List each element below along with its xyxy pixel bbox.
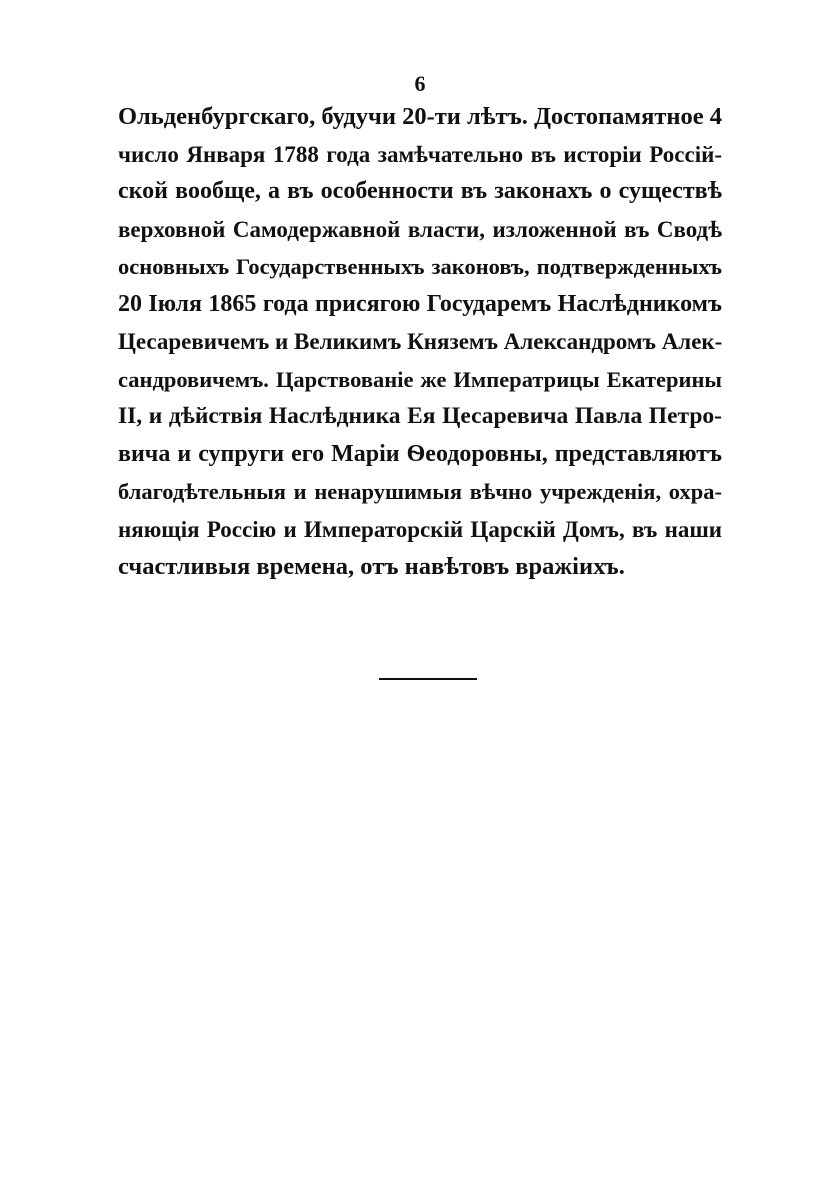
page-number: 6 [414, 71, 426, 96]
text-line: сандровичемъ. Царствованіе же Императрицы Екатерины [118, 366, 722, 392]
text-line: ской вообще, а въ особенности въ законахъ о существѣ [118, 178, 722, 204]
text-line: 20 Іюля 1865 года присягою Государемъ Наслѣдникомъ [118, 290, 722, 317]
text-line: вича и супруги его Маріи Ѳеодоровны, представляютъ [118, 440, 722, 467]
body-paragraph [118, 98, 722, 586]
text-line: верховной Самодержавной власти, изложенной въ Сводѣ [118, 216, 722, 242]
text-line: II, и дѣйствія Наслѣдника Ея Цесаревича Павла Петро- [118, 403, 722, 429]
text-line: няющія Россію и Императорскій Царскій Домъ, въ наши [118, 516, 722, 542]
text-line: Цесаревичемъ и Великимъ Княземъ Александромъ Алек- [118, 329, 722, 354]
text-line: счастливыя времена, отъ навѣтовъ вражіихъ. [118, 553, 625, 580]
text-line: число Января 1788 года замѣчательно въ исторіи Россій- [118, 141, 722, 167]
text-line: благодѣтельныя и ненарушимыя вѣчно учрежденія, охра- [118, 479, 722, 504]
text-line: Ольденбургскаго, будучи 20-ти лѣтъ. Достопамятное 4 [118, 103, 722, 130]
section-divider [379, 678, 477, 680]
text-line: основныхъ Государственныхъ законовъ, подтвержденныхъ [118, 254, 722, 279]
